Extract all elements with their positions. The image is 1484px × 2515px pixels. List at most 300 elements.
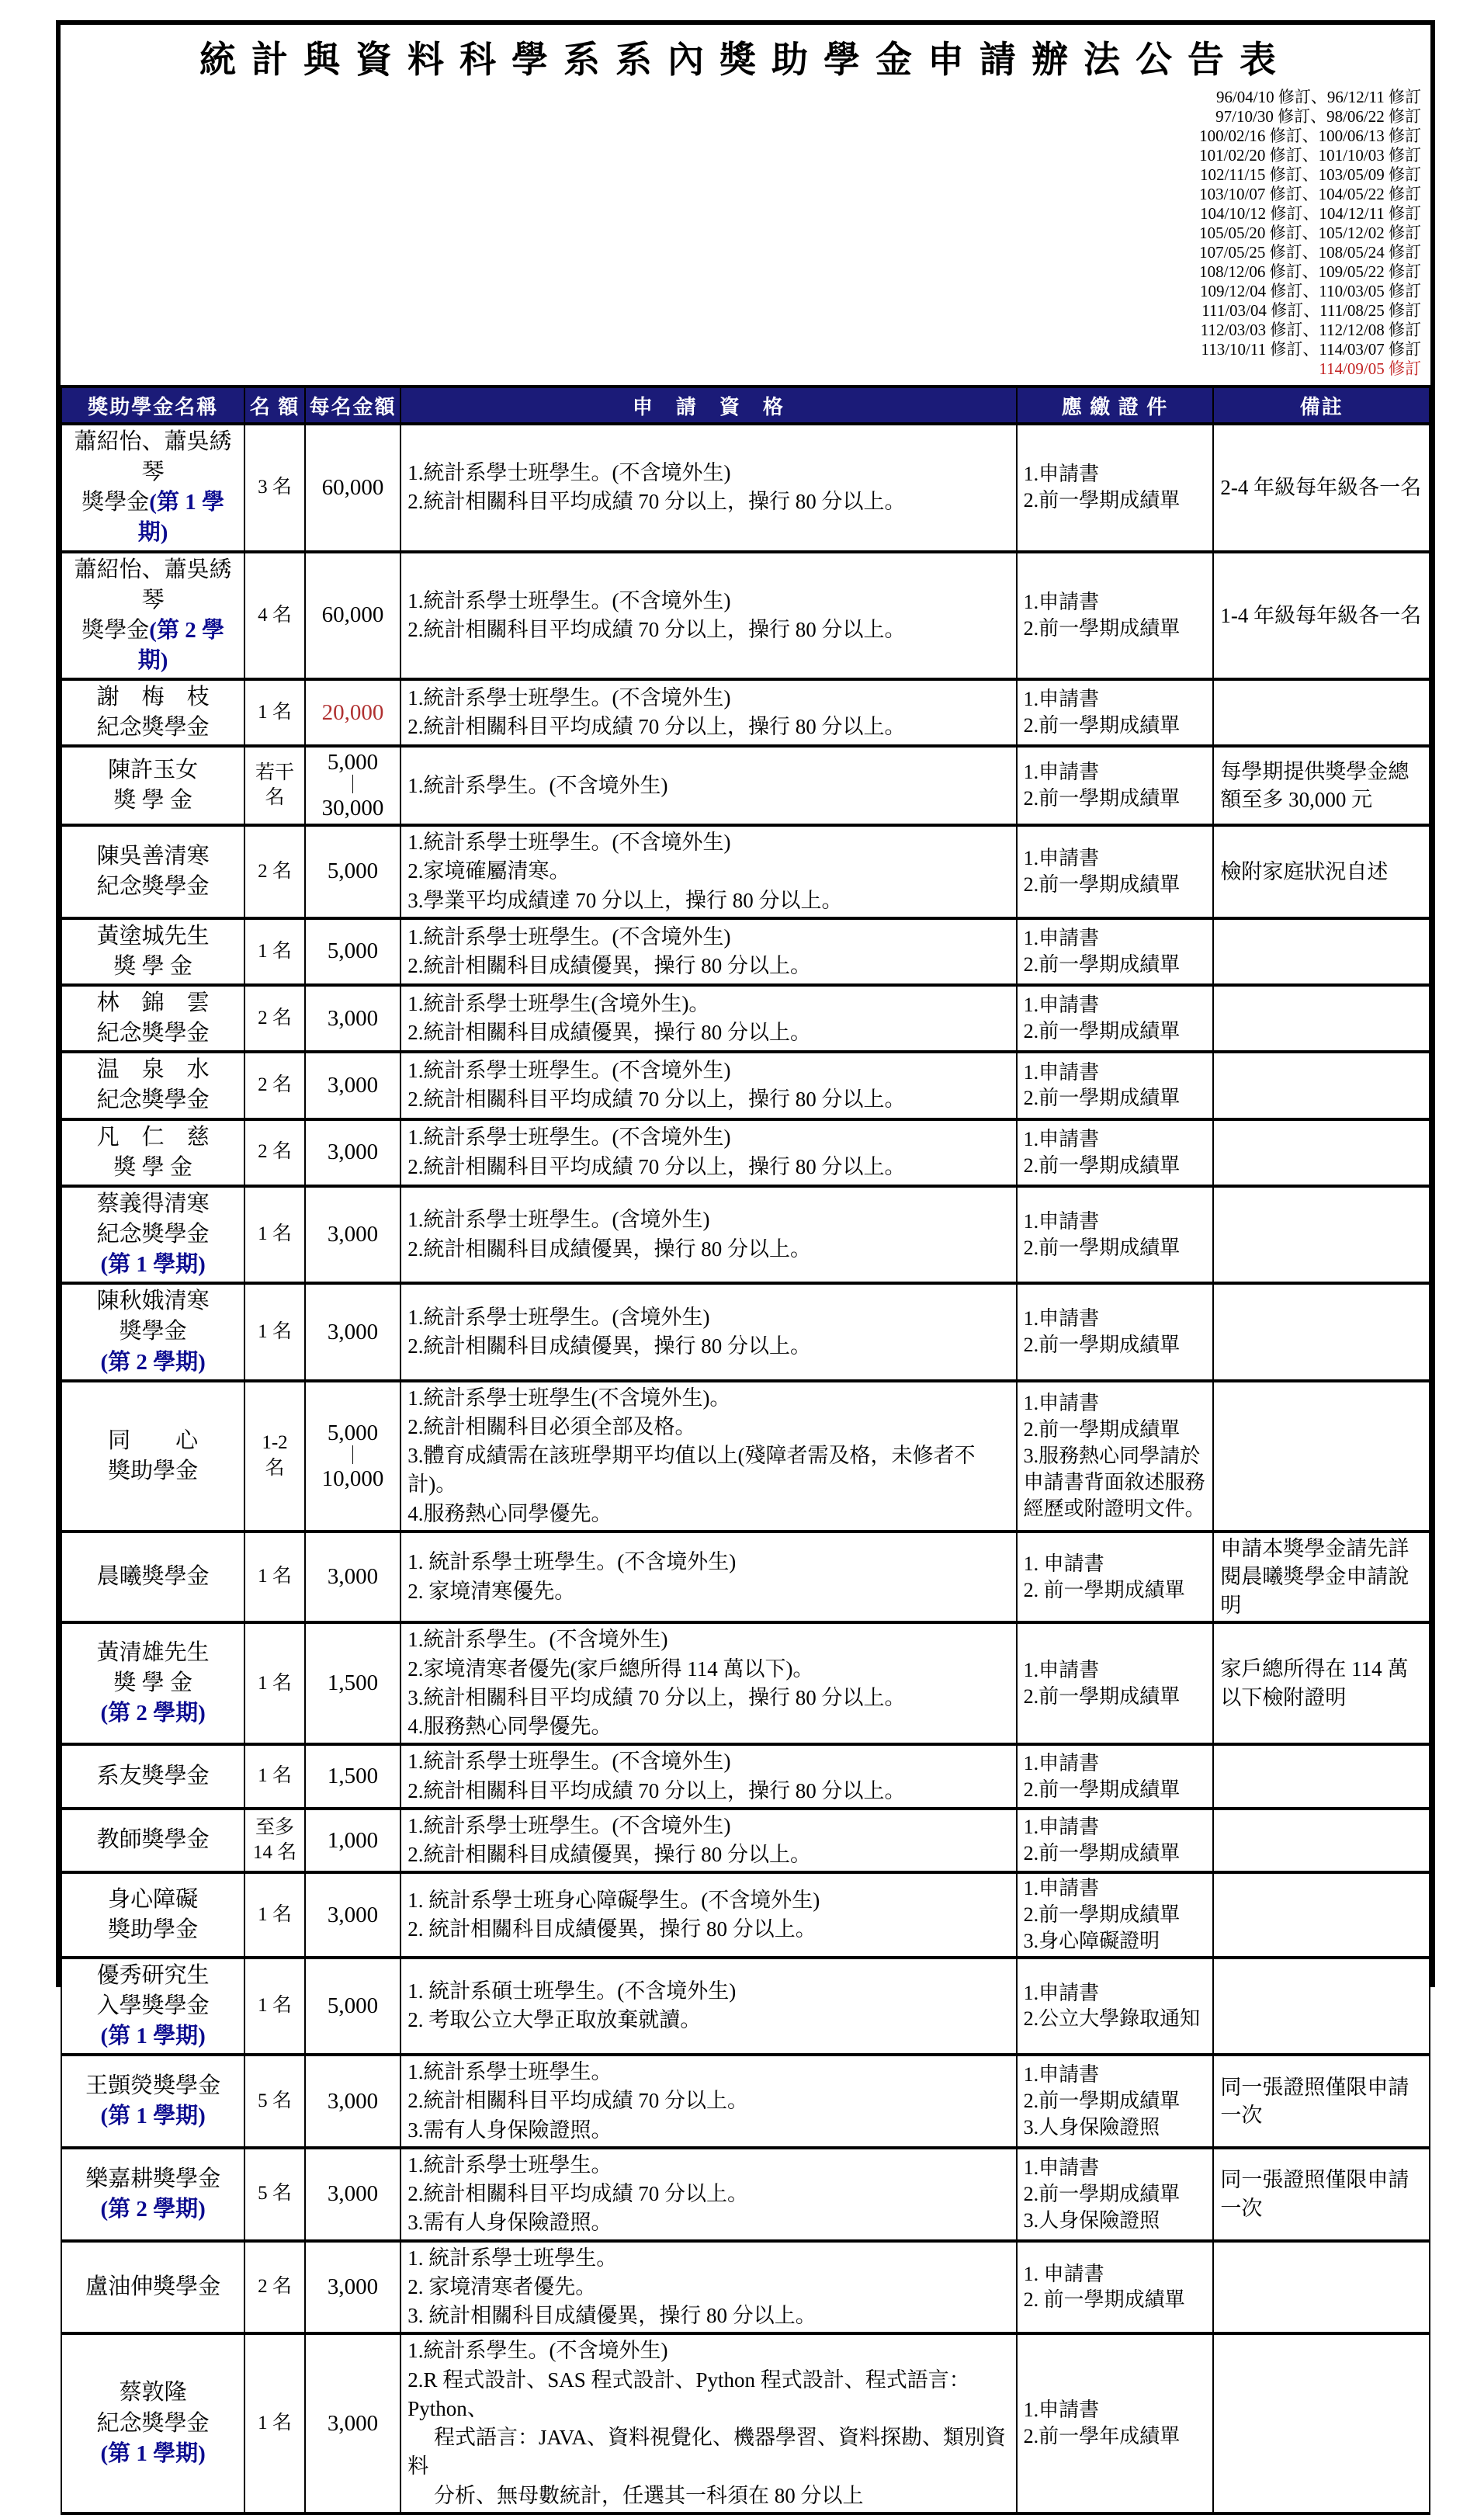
scholarship-name-cell bbox=[61, 1622, 244, 1744]
amount-cell bbox=[305, 552, 400, 680]
amount-cell bbox=[305, 679, 400, 746]
qualification-line: 1.統計系學士班學生。(含境外生) bbox=[407, 1208, 710, 1232]
document-line: 1.申請書 bbox=[1023, 1816, 1100, 1839]
remark-cell bbox=[1213, 918, 1430, 985]
name-text: 同 心 bbox=[108, 1427, 199, 1453]
qualification-line: 2.統計相關科目成績優異，操行 80 分以上。 bbox=[407, 1334, 811, 1358]
quota-cell bbox=[244, 918, 305, 985]
qualifications-cell bbox=[400, 1622, 1016, 1744]
qualification-line: 2.家境清寒者優先(家戶總所得 114 萬以下)。 bbox=[407, 1656, 814, 1681]
amount-cell bbox=[305, 1186, 400, 1283]
table-row bbox=[61, 552, 1430, 680]
qualification-line: 程式語言：JAVA、資料視覺化、機器學習、資料探勘、類別資料 bbox=[407, 2426, 1006, 2479]
quota-line: 4 名 bbox=[258, 604, 292, 626]
amount-cell bbox=[305, 424, 400, 552]
qualification-line: 1. 統計系學士班學生。 bbox=[407, 2246, 618, 2270]
remark-cell bbox=[1213, 1283, 1430, 1380]
qualifications-cell bbox=[400, 1186, 1016, 1283]
name-line bbox=[68, 616, 238, 676]
name-text: 蔡敦隆 bbox=[119, 2380, 187, 2406]
document-line: 3.人身保險證照 bbox=[1023, 2208, 1160, 2232]
name-line bbox=[68, 1189, 238, 1219]
scholarship-name-cell bbox=[61, 1532, 244, 1622]
qualifications-cell bbox=[400, 918, 1016, 985]
amount-cell bbox=[305, 918, 400, 985]
name-text: 獎 學 金 bbox=[113, 1670, 192, 1696]
name-line bbox=[68, 427, 238, 487]
semester-label: (第 1 學期) bbox=[100, 2103, 206, 2128]
qualification-line: 2.統計相關科目平均成績 70 分以上，操行 80 分以上。 bbox=[407, 617, 906, 641]
quota-line: 1 名 bbox=[258, 1320, 292, 1342]
name-line bbox=[68, 2194, 238, 2225]
revision-line: 107/05/25 修訂、108/05/24 修訂 bbox=[1199, 243, 1421, 262]
documents-cell bbox=[1017, 1052, 1214, 1119]
table-row bbox=[61, 1744, 1430, 1809]
quota-line: 5 名 bbox=[258, 2090, 292, 2111]
qualifications-cell bbox=[400, 2333, 1016, 2513]
scholarship-name-cell bbox=[61, 1381, 244, 1532]
document-line: 2.前一學期成績單 bbox=[1023, 1236, 1181, 1259]
qualifications-cell bbox=[400, 1958, 1016, 2055]
document-line: 1.申請書 bbox=[1023, 1877, 1100, 1900]
qualification-line: 2.統計相關科目平均成績 70 分以上，操行 80 分以上。 bbox=[407, 1154, 906, 1178]
quota-cell bbox=[244, 1958, 305, 2055]
quota-cell bbox=[244, 1052, 305, 1119]
documents-cell bbox=[1017, 1186, 1214, 1283]
name-text: 獎學金 bbox=[119, 1319, 187, 1344]
name-text: 凡 仁 慈 bbox=[96, 1124, 210, 1150]
name-line bbox=[68, 1761, 238, 1792]
table-row bbox=[61, 1622, 1430, 1744]
name-line bbox=[68, 2021, 238, 2052]
qualifications-cell bbox=[400, 1283, 1016, 1380]
name-text: 優秀研究生 bbox=[96, 1962, 210, 1988]
qualifications-cell bbox=[400, 424, 1016, 552]
name-line bbox=[68, 841, 238, 872]
scholarship-name-cell bbox=[61, 746, 244, 825]
remark-cell bbox=[1213, 1744, 1430, 1809]
quota-cell bbox=[244, 1283, 305, 1380]
documents-cell bbox=[1017, 424, 1214, 552]
name-line bbox=[68, 872, 238, 902]
qualification-line: 2.統計相關科目成績優異，操行 80 分以上。 bbox=[407, 1237, 811, 1261]
document-line: 2.前一學期成績單 bbox=[1023, 1684, 1181, 1708]
documents-cell bbox=[1017, 552, 1214, 680]
quota-cell bbox=[244, 1532, 305, 1622]
amount-value: 5,000 bbox=[327, 1421, 379, 1446]
amount-value: 5,000 bbox=[327, 750, 379, 775]
document-line: 1.申請書 bbox=[1023, 994, 1100, 1017]
quota-cell bbox=[244, 825, 305, 918]
documents-cell bbox=[1017, 1872, 1214, 1957]
document-line: 2.前一學期成績單 bbox=[1023, 616, 1181, 640]
amount-value: 5,000 bbox=[327, 859, 379, 884]
name-line bbox=[68, 1638, 238, 1668]
name-text: 樂嘉耕獎學金 bbox=[85, 2166, 221, 2191]
quota-cell bbox=[244, 746, 305, 825]
qualification-line: 1.統計系學士班學生。(不含境外生) bbox=[407, 588, 731, 612]
scholarship-name-cell bbox=[61, 1119, 244, 1186]
amount-cell bbox=[305, 1872, 400, 1957]
documents-cell bbox=[1017, 746, 1214, 825]
amount-value: 3,000 bbox=[327, 2088, 379, 2114]
header-qualifications: 申 請 資 格 bbox=[400, 387, 1016, 424]
document-line: 1. 申請書 bbox=[1023, 2262, 1104, 2285]
qualification-line: 2.統計相關科目平均成績 70 分以上。 bbox=[407, 2089, 748, 2113]
table-row bbox=[61, 679, 1430, 746]
documents-cell bbox=[1017, 985, 1214, 1052]
qualification-line: 2. 家境清寒優先。 bbox=[407, 1579, 576, 1603]
revision-line: 100/02/16 修訂、100/06/13 修訂 bbox=[1199, 127, 1421, 145]
document-line: 2.前一學期成績單 bbox=[1023, 1842, 1181, 1865]
table-row bbox=[61, 1283, 1430, 1380]
amount-value: 3,000 bbox=[327, 1319, 379, 1344]
remark-cell bbox=[1213, 679, 1430, 746]
amount-cell bbox=[305, 1744, 400, 1809]
document-line: 2.前一學期成績單 bbox=[1023, 1020, 1181, 1043]
amount-value: 3,000 bbox=[327, 1140, 379, 1165]
remark-cell: 申請本獎學金請先詳閱晨曦獎學金申請說明 bbox=[1213, 1532, 1430, 1622]
document-line: 1.申請書 bbox=[1023, 927, 1100, 950]
quota-line: 14 名 bbox=[252, 1842, 297, 1864]
name-text: 黃清雄先生 bbox=[96, 1640, 210, 1666]
name-line bbox=[68, 755, 238, 786]
amount-cell bbox=[305, 1381, 400, 1532]
remark-cell bbox=[1213, 1052, 1430, 1119]
scholarship-name-cell bbox=[61, 1809, 244, 1873]
quota-cell bbox=[244, 2241, 305, 2334]
quota-cell bbox=[244, 1809, 305, 1873]
document-line: 1.申請書 bbox=[1023, 1307, 1100, 1330]
qualifications-cell bbox=[400, 1532, 1016, 1622]
documents-cell bbox=[1017, 918, 1214, 985]
name-line bbox=[68, 1122, 238, 1153]
name-line bbox=[68, 2378, 238, 2408]
qualification-line: 3. 統計相關科目成績優異，操行 80 分以上。 bbox=[407, 2304, 817, 2328]
scholarship-name-cell bbox=[61, 1052, 244, 1119]
remark-cell bbox=[1213, 1119, 1430, 1186]
table-row bbox=[61, 2241, 1430, 2334]
qualification-line: 1.統計系學士班學生。(含境外生) bbox=[407, 1305, 710, 1329]
revision-line: 97/10/30 修訂、98/06/22 修訂 bbox=[1215, 107, 1421, 126]
documents-cell bbox=[1017, 2241, 1214, 2334]
table-row bbox=[61, 1958, 1430, 2055]
quota-cell bbox=[244, 1872, 305, 1957]
document-line: 1.申請書 bbox=[1023, 591, 1100, 614]
document-line: 1.申請書 bbox=[1023, 1751, 1100, 1774]
name-text: 入學獎學金 bbox=[96, 1993, 210, 2018]
amount-value: 5,000 bbox=[327, 1993, 379, 2018]
header-row bbox=[61, 387, 1430, 424]
name-text: 黃塗城先生 bbox=[96, 923, 210, 949]
quota-cell bbox=[244, 1622, 305, 1744]
revision-line-latest: 114/09/05 修訂 bbox=[1319, 359, 1421, 378]
name-line bbox=[68, 1698, 238, 1729]
header-documents: 應 繳 證 件 bbox=[1017, 387, 1214, 424]
qualification-line: 3.體育成績需在該班學期平均值以上(殘障者需及格，未修者不計)。 bbox=[407, 1444, 976, 1497]
table-row bbox=[61, 985, 1430, 1052]
documents-cell bbox=[1017, 2148, 1214, 2241]
revision-line: 109/12/04 修訂、110/03/05 修訂 bbox=[1199, 282, 1421, 300]
remark-cell bbox=[1213, 2241, 1430, 2334]
page-title: 統計與資料科學系系內獎助學金申請辦法公告表 bbox=[199, 40, 1292, 81]
name-text: 林 錦 雲 bbox=[96, 990, 210, 1016]
name-line bbox=[68, 1668, 238, 1698]
document-line: 1.申請書 bbox=[1023, 1209, 1100, 1233]
amount-cell bbox=[305, 1532, 400, 1622]
quota-cell bbox=[244, 1381, 305, 1532]
quota-line: 2 名 bbox=[258, 1074, 292, 1096]
name-text: 紀念獎學金 bbox=[96, 715, 210, 741]
table-row bbox=[61, 746, 1430, 825]
qualifications-cell bbox=[400, 2148, 1016, 2241]
table-row bbox=[61, 1052, 1430, 1119]
scholarship-name-cell bbox=[61, 1186, 244, 1283]
qualification-line: 2.統計相關科目平均成績 70 分以上。 bbox=[407, 2182, 748, 2206]
quota-line: 1 名 bbox=[258, 1672, 292, 1694]
qualification-line: 2. 考取公立大學正取放棄就讀。 bbox=[407, 2008, 702, 2032]
revision-line: 103/10/07 修訂、104/05/22 修訂 bbox=[1199, 185, 1421, 203]
name-text: 謝 梅 枝 bbox=[96, 685, 210, 710]
semester-label: (第 2 學期) bbox=[100, 1701, 206, 1726]
name-line bbox=[68, 2272, 238, 2302]
qualification-line: 2.統計相關科目平均成績 70 分以上，操行 80 分以上。 bbox=[407, 1088, 906, 1112]
qualifications-cell bbox=[400, 1052, 1016, 1119]
quota-line: 1 名 bbox=[258, 702, 292, 723]
scholarship-name-cell bbox=[61, 1744, 244, 1809]
document-line: 2.前一學期成績單 bbox=[1023, 1418, 1181, 1441]
table-header bbox=[61, 387, 1430, 424]
name-line bbox=[68, 921, 238, 952]
documents-cell bbox=[1017, 825, 1214, 918]
quota-cell bbox=[244, 552, 305, 680]
table-row bbox=[61, 1872, 1430, 1957]
scholarship-name-cell bbox=[61, 985, 244, 1052]
name-line bbox=[68, 1426, 238, 1456]
name-text: 蕭紹怡、蕭吳綉琴 bbox=[74, 557, 232, 612]
name-line bbox=[68, 1562, 238, 1592]
name-text: 獎助學金 bbox=[108, 1917, 199, 1942]
quota-cell bbox=[244, 1186, 305, 1283]
quota-line: 5 名 bbox=[258, 2183, 292, 2205]
qualification-line: 1.統計系學士班學生(含境外生)。 bbox=[407, 991, 710, 1015]
qualifications-cell bbox=[400, 1809, 1016, 1873]
amount-value: 10,000 bbox=[321, 1466, 384, 1491]
qualification-line: 3.學業平均成績達 70 分以上，操行 80 分以上。 bbox=[407, 888, 843, 912]
document-line: 1. 申請書 bbox=[1023, 1552, 1104, 1575]
name-text: 紀念獎學金 bbox=[96, 873, 210, 899]
document-line: 2.前一學期成績單 bbox=[1023, 787, 1181, 810]
name-text: 蕭紹怡、蕭吳綉琴 bbox=[74, 429, 232, 485]
amount-range-bar: ｜ bbox=[343, 775, 362, 796]
name-text: 紀念獎學金 bbox=[96, 1222, 210, 1247]
amount-cell bbox=[305, 1119, 400, 1186]
document-border-box bbox=[56, 20, 1435, 2507]
qualification-line: 2.統計相關科目平均成績 70 分以上，操行 80 分以上。 bbox=[407, 715, 906, 739]
amount-value: 1,000 bbox=[327, 1827, 379, 1853]
quota-line: 1 名 bbox=[258, 1765, 292, 1787]
semester-label: (第 2 學期) bbox=[100, 2196, 206, 2222]
qualification-line: 2.統計相關科目成績優異，操行 80 分以上。 bbox=[407, 953, 811, 977]
qualification-line: 1. 統計系碩士班學生。(不含境外生) bbox=[407, 1979, 737, 2003]
revision-line: 112/03/03 修訂、112/12/08 修訂 bbox=[1200, 321, 1421, 339]
amount-value: 20,000 bbox=[321, 699, 384, 725]
table-row bbox=[61, 1119, 1430, 1186]
quota-cell bbox=[244, 679, 305, 746]
name-line bbox=[68, 555, 238, 616]
name-line bbox=[68, 988, 238, 1018]
qualification-line: 1.統計系學士班學生。(不含境外生) bbox=[407, 1750, 731, 1774]
qualifications-cell bbox=[400, 746, 1016, 825]
amount-value: 3,000 bbox=[327, 1902, 379, 1927]
qualification-line: 4.服務熱心同學優先。 bbox=[407, 1501, 612, 1525]
name-line bbox=[68, 487, 238, 548]
amount-value: 1,500 bbox=[327, 1764, 379, 1789]
documents-cell bbox=[1017, 1381, 1214, 1532]
qualification-line: 2. 統計相關科目成績優異，操行 80 分以上。 bbox=[407, 1917, 817, 1941]
quota-line: 1 名 bbox=[258, 1903, 292, 1925]
quota-cell bbox=[244, 2148, 305, 2241]
table-row bbox=[61, 2055, 1430, 2148]
revision-date-list bbox=[61, 88, 1421, 379]
document-line: 3.人身保險證照 bbox=[1023, 2115, 1160, 2139]
document-line: 3.身心障礙證明 bbox=[1023, 1929, 1160, 1952]
revision-line: 96/04/10 修訂、96/12/11 修訂 bbox=[1215, 88, 1421, 106]
scholarship-name-cell bbox=[61, 918, 244, 985]
amount-value: 30,000 bbox=[321, 796, 384, 821]
name-text: 蔡義得清寒 bbox=[96, 1191, 210, 1216]
name-line bbox=[68, 1018, 238, 1049]
qualifications-cell bbox=[400, 1872, 1016, 1957]
amount-value: 3,000 bbox=[327, 1564, 379, 1590]
qualifications-cell bbox=[400, 825, 1016, 918]
name-text: 紀念獎學金 bbox=[96, 2410, 210, 2436]
document-line: 2.前一學期成績單 bbox=[1023, 1903, 1181, 1927]
documents-cell bbox=[1017, 1532, 1214, 1622]
quota-cell bbox=[244, 1119, 305, 1186]
documents-cell bbox=[1017, 679, 1214, 746]
scholarship-name-cell bbox=[61, 2055, 244, 2148]
qualification-line: 2.統計相關科目必須全部及格。 bbox=[407, 1414, 696, 1438]
qualification-line: 1. 統計系學士班身心障礙學生。(不含境外生) bbox=[407, 1888, 820, 1912]
name-text: 陳秋娥清寒 bbox=[96, 1289, 210, 1314]
amount-cell bbox=[305, 2148, 400, 2241]
document-line: 1.申請書 bbox=[1023, 1658, 1100, 1681]
qualifications-cell bbox=[400, 679, 1016, 746]
table-row bbox=[61, 918, 1430, 985]
qualification-line: 1.統計系學士班學生。(不含境外生) bbox=[407, 686, 731, 710]
semester-label: (第 2 學期) bbox=[100, 1349, 206, 1375]
scholarship-name-cell bbox=[61, 424, 244, 552]
document-line: 1.申請書 bbox=[1023, 1127, 1100, 1150]
quota-cell bbox=[244, 2055, 305, 2148]
document-line: 1.申請書 bbox=[1023, 2063, 1100, 2087]
scholarship-name-cell bbox=[61, 1958, 244, 2055]
qualification-line: 2.統計相關科目成績優異，操行 80 分以上。 bbox=[407, 1021, 811, 1045]
quota-line: 1 名 bbox=[258, 1566, 292, 1587]
document-line: 3.服務熱心同學請於申請書背面敘述服務經歷或附證明文件。 bbox=[1023, 1444, 1205, 1520]
qualification-line: 4.服務熱心同學優先。 bbox=[407, 1715, 612, 1739]
remark-cell: 每學期提供獎學金總額至多 30,000 元 bbox=[1213, 746, 1430, 825]
quota-cell bbox=[244, 1744, 305, 1809]
table-row bbox=[61, 1532, 1430, 1622]
document-line: 1.申請書 bbox=[1023, 1981, 1100, 2004]
document-line: 1.申請書 bbox=[1023, 2399, 1100, 2422]
amount-cell bbox=[305, 1283, 400, 1380]
qualifications-cell bbox=[400, 2241, 1016, 2334]
remark-cell bbox=[1213, 1809, 1430, 1873]
amount-range-bar: ｜ bbox=[343, 1445, 362, 1466]
qualification-line: 分析、無母數統計，任選其一科須在 80 分以上 bbox=[407, 2483, 864, 2507]
qualifications-cell bbox=[400, 552, 1016, 680]
name-line bbox=[68, 1316, 238, 1347]
table-row bbox=[61, 424, 1430, 552]
qualifications-cell bbox=[400, 1744, 1016, 1809]
remark-cell bbox=[1213, 985, 1430, 1052]
name-line bbox=[68, 1456, 238, 1486]
revision-line: 108/12/06 修訂、109/05/22 修訂 bbox=[1199, 262, 1421, 281]
quota-line: 2 名 bbox=[258, 1007, 292, 1029]
revision-line: 113/10/11 修訂、114/03/07 修訂 bbox=[1201, 340, 1421, 359]
name-text: 獎學金 bbox=[81, 490, 150, 515]
name-line bbox=[68, 1961, 238, 1991]
quota-line: 2 名 bbox=[258, 860, 292, 882]
name-line bbox=[68, 1250, 238, 1280]
amount-value: 60,000 bbox=[321, 474, 384, 500]
remark-cell: 同一張證照僅限申請一次 bbox=[1213, 2055, 1430, 2148]
remark-cell: 家戶總所得在 114 萬以下檢附證明 bbox=[1213, 1622, 1430, 1744]
document-line: 2.前一學期成績單 bbox=[1023, 952, 1181, 976]
qualifications-cell bbox=[400, 985, 1016, 1052]
amount-value: 3,000 bbox=[327, 2274, 379, 2300]
name-text: 盧油伸獎學金 bbox=[85, 2274, 221, 2299]
amount-cell bbox=[305, 1809, 400, 1873]
remark-cell bbox=[1213, 1872, 1430, 1957]
quota-line: 1 名 bbox=[258, 2412, 292, 2433]
document-line: 2.前一學期成績單 bbox=[1023, 489, 1181, 512]
quota-line: 1 名 bbox=[258, 940, 292, 962]
name-text: 陳許玉女 bbox=[108, 758, 199, 783]
document-line: 1.申請書 bbox=[1023, 761, 1100, 784]
name-text: 教師獎學金 bbox=[96, 1827, 210, 1853]
table-row bbox=[61, 2148, 1430, 2241]
document-line: 2.前一學期成績單 bbox=[1023, 2090, 1181, 2113]
scholarship-name-cell bbox=[61, 1872, 244, 1957]
documents-cell bbox=[1017, 1283, 1214, 1380]
name-text: 獎 學 金 bbox=[113, 788, 192, 813]
scholarship-name-cell bbox=[61, 679, 244, 746]
name-text: 紀念獎學金 bbox=[96, 1088, 210, 1113]
quota-cell bbox=[244, 2333, 305, 2513]
remark-cell: 檢附家庭狀況自述 bbox=[1213, 825, 1430, 918]
qualification-line: 1. 統計系學士班學生。(不含境外生) bbox=[407, 1550, 737, 1574]
document-line: 2. 前一學期成績單 bbox=[1023, 2288, 1185, 2312]
amount-value: 3,000 bbox=[327, 1222, 379, 1247]
name-line bbox=[68, 2409, 238, 2439]
qualification-line: 1.統計系學士班學生。(不含境外生) bbox=[407, 461, 731, 485]
name-line bbox=[68, 1825, 238, 1855]
remark-cell bbox=[1213, 1186, 1430, 1283]
name-line bbox=[68, 2101, 238, 2132]
qualification-line: 1.統計系學士班學生。 bbox=[407, 2152, 612, 2177]
name-line bbox=[68, 1085, 238, 1115]
documents-cell bbox=[1017, 1809, 1214, 1873]
quota-cell bbox=[244, 985, 305, 1052]
documents-cell bbox=[1017, 1744, 1214, 1809]
documents-cell bbox=[1017, 1958, 1214, 2055]
amount-value: 5,000 bbox=[327, 938, 379, 964]
qualification-line: 2.家境確屬清寒。 bbox=[407, 859, 570, 883]
